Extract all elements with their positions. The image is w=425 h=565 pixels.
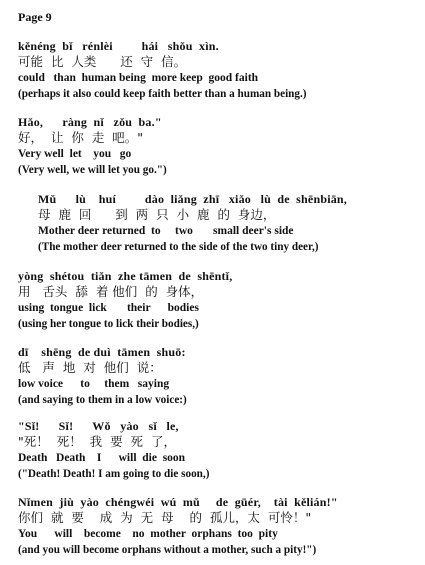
pinyin-line: yòng shétou tiǎn zhe tāmen de shēntǐ, <box>18 269 233 283</box>
pinyin-line: kěnéng bǐ rénlèi hái shǒu xìn. <box>18 39 219 53</box>
pinyin-line: "Sǐ! Sǐ! Wǒ yào sǐ le, <box>18 419 179 433</box>
gloss-line: Very well let you go <box>18 148 132 160</box>
translation-line: (and you will become orphans without a mother, such a pity!") <box>18 544 317 556</box>
gloss-line: You will become no mother orphans too pity <box>18 528 278 540</box>
hanzi-line: 用 舌头 舔 着 他们 的 身体， <box>18 284 204 299</box>
gloss-line: low voice to them saying <box>18 378 170 390</box>
hanzi-line: 母 鹿 回 到 两 只 小 鹿 的 身边， <box>38 207 276 222</box>
hanzi-line: 低 声 地 对 他们 说： <box>18 360 162 375</box>
hanzi-line: 你们 就 要 成 为 无 母 的 孤儿，太 可怜！" <box>18 510 312 525</box>
pinyin-line: Hǎo, ràng nǐ zǒu ba." <box>18 115 162 129</box>
page-number: Page 9 <box>18 10 52 24</box>
gloss-line: Death Death I will die soon <box>18 452 186 464</box>
translation-line: (Very well, we will let you go.") <box>18 164 167 176</box>
hanzi-line: "死！ 死！ 我 要 死 了， <box>18 434 176 449</box>
hanzi-line: 可能 比 人类 还 守 信。 <box>18 54 187 69</box>
translation-line: (perhaps it also could keep faith better than a human being.) <box>18 88 307 100</box>
translation-line: (The mother deer returned to the side of the two tiny deer,) <box>38 241 319 253</box>
translation-line: (using her tongue to lick their bodies,) <box>18 318 199 330</box>
pinyin-line: dī shēng de duì tāmen shuō: <box>18 345 186 359</box>
gloss-line: using tongue lick their bodies <box>18 302 199 314</box>
gloss-line: could than human being more keep good faith <box>18 72 259 84</box>
pinyin-line: Mǔ lù huí dào liǎng zhī xiǎo lù de shēnbiān, <box>38 192 348 206</box>
pinyin-line: Nǐmen jiù yào chéngwéi wú mǔ de gūér, tài kělián!" <box>18 495 338 509</box>
translation-line: ("Death! Death! I am going to die soon,) <box>18 468 210 480</box>
hanzi-line: 好， 让 你 走 吧。" <box>18 130 144 145</box>
translation-line: (and saying to them in a low voice:) <box>18 394 187 406</box>
gloss-line: Mother deer returned to two small deer's side <box>38 225 294 237</box>
